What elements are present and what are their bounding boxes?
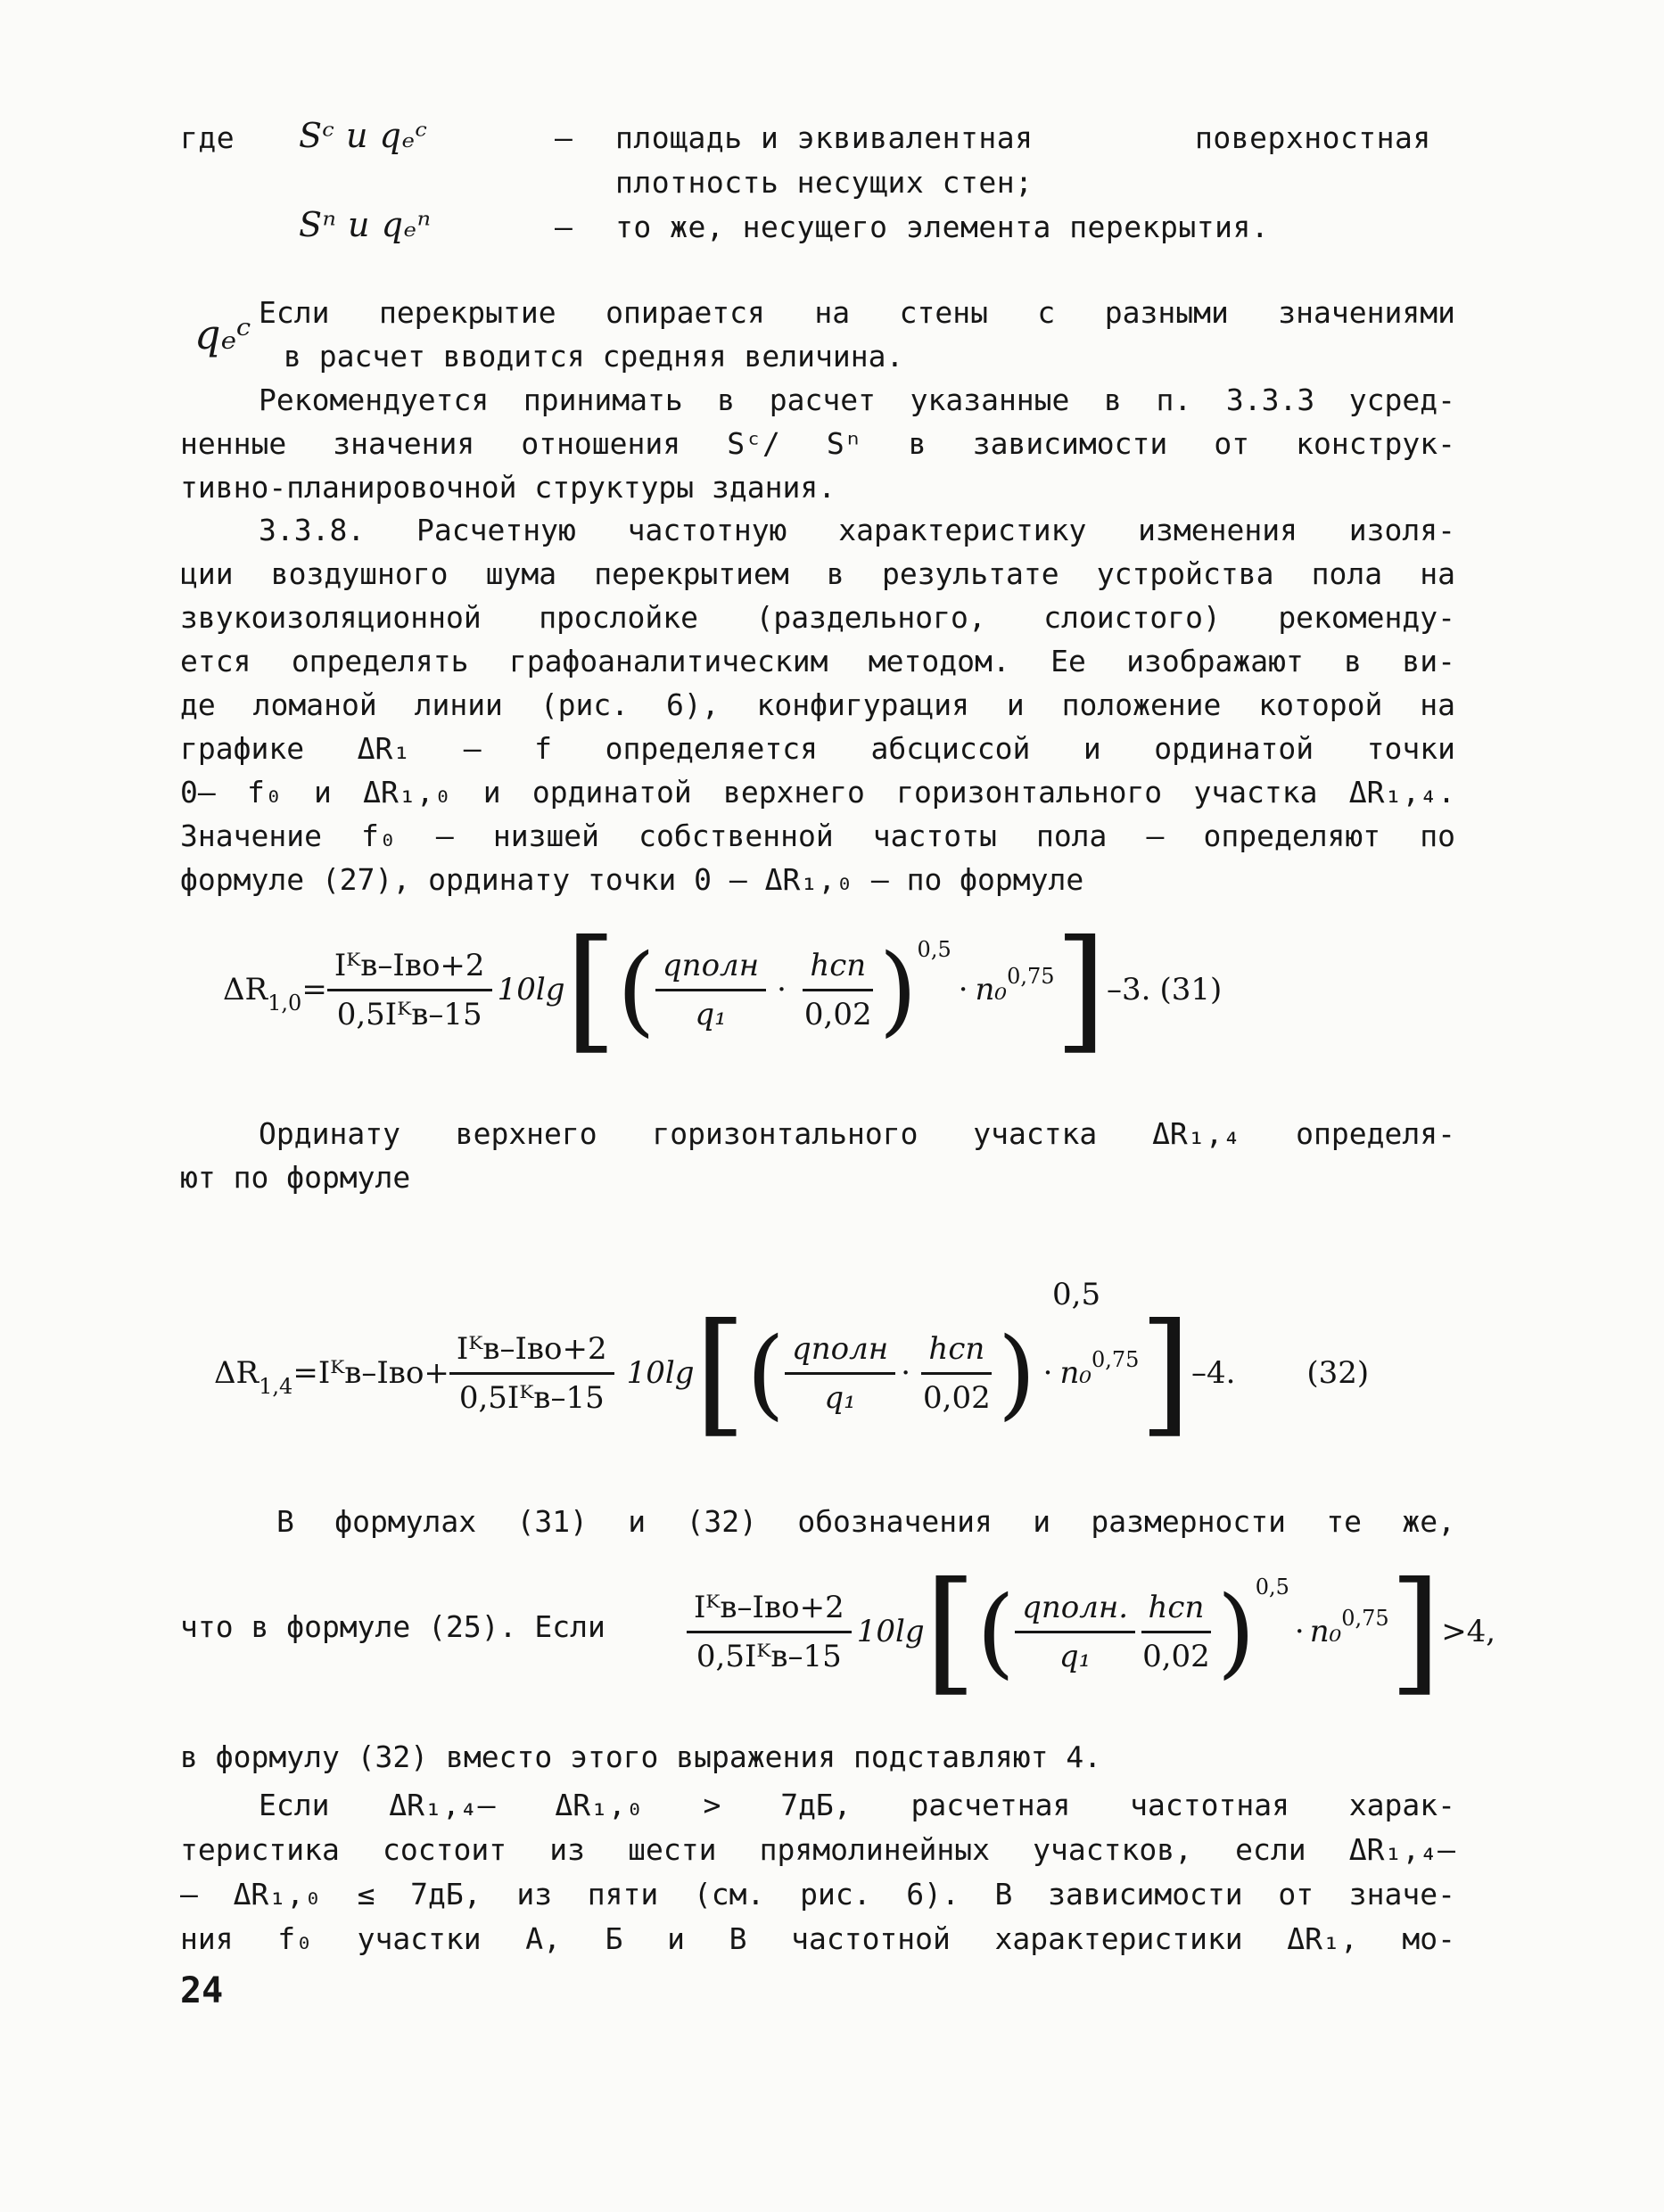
formula-inline-close-paren: ) <box>1216 1575 1256 1689</box>
formula-31-tail: –3. <box>1107 972 1151 1007</box>
formula-31-q-num: qполн <box>655 948 766 991</box>
formula-32-q-num: qполн <box>785 1331 895 1375</box>
formula-31-h-fraction <box>797 948 879 1032</box>
formula-inline-q-num: qполн. <box>1015 1590 1135 1633</box>
formula-inline-tail: >4, <box>1441 1614 1496 1649</box>
paragraph-line: Если перекрытие опирается на стены с разными значениями <box>259 295 1455 330</box>
formula-32-h-den: 0,02 <box>923 1379 991 1416</box>
formula-32-dot: · <box>901 1355 910 1391</box>
paragraph-line: В формулах (31) и (32) обозначения и размерности те же, <box>276 1504 1455 1539</box>
legend-row2-symbols: Sⁿ и qₑⁿ <box>299 205 432 244</box>
formula-32-lhs: ΔR <box>214 1355 259 1391</box>
formula-31-frac-den: 0,5Iᴷв–15 <box>336 996 482 1032</box>
formula-32 <box>214 1275 1369 1471</box>
formula-31 <box>223 909 1222 1070</box>
legend-row1-symbols: Sᶜ и qₑᶜ <box>299 116 428 155</box>
formula-32-fraction <box>449 1331 614 1416</box>
formula-31-dot2: · <box>958 972 968 1007</box>
formula-31-number: (31) <box>1159 972 1223 1007</box>
formula-32-prefix: =Iᴷв–Iво+ <box>292 1355 449 1391</box>
formula-32-log: 10lg <box>626 1355 695 1391</box>
formula-32-n-exp: 0,75 <box>1091 1347 1140 1372</box>
formula-inline <box>687 1551 1495 1712</box>
formula-32-open-paren: ( <box>746 1316 785 1430</box>
page-number: 24 <box>180 1970 224 2011</box>
formula-32-exp: 0,5 <box>1052 1277 1101 1312</box>
legend-row2-text: то же, несущего элемента перекрытия. <box>615 210 1270 244</box>
formula-31-open-bracket: [ <box>564 912 617 1067</box>
formula-inline-h-fraction <box>1135 1590 1217 1674</box>
formula-inline-close-bracket: ] <box>1388 1554 1442 1709</box>
formula-31-h-den: 0,02 <box>803 996 872 1032</box>
paragraph-line: формуле (27), ординату точки 0 – ΔR₁,₀ – по формуле <box>180 862 1084 897</box>
formula-inline-q-den: q₁ <box>1059 1638 1091 1674</box>
formula-32-tail: –4. <box>1190 1355 1236 1391</box>
paragraph-line: ции воздушного шума перекрытием в результате устройства пола на <box>180 556 1455 591</box>
formula-32-frac-den: 0,5Iᴷв–15 <box>458 1379 605 1416</box>
formula-32-n-term: n₀ <box>1059 1355 1091 1391</box>
paragraph-line: Значение f₀ – низшей собственной частоты пола – определяют по <box>180 818 1455 853</box>
formula-inline-exp: 0,5 <box>1255 1575 1289 1599</box>
formula-32-frac-num: Iᴷв–Iво+2 <box>449 1331 614 1375</box>
paragraph-line: де ломаной линии (рис. 6), конфигурация и положение которой на <box>180 687 1455 722</box>
formula-32-q-fraction <box>785 1331 895 1416</box>
formula-inline-log: 10lg <box>856 1614 925 1649</box>
formula-31-h-num: hсп <box>803 948 873 991</box>
formula-31-lhs: ΔR <box>223 972 268 1007</box>
formula-inline-dot: · <box>1294 1614 1305 1649</box>
legend-where-word: где <box>180 120 235 155</box>
formula-32-lhs-sub: 1,4 <box>259 1374 293 1399</box>
formula-31-q-den: q₁ <box>695 996 727 1032</box>
formula-inline-fraction <box>687 1590 852 1674</box>
formula-32-number: (32) <box>1306 1355 1370 1391</box>
formula-31-dot: · <box>777 972 787 1007</box>
formula-31-q-fraction <box>655 948 766 1032</box>
paragraph-line: теристика состоит из шести прямолинейных участков, если ΔR₁,₄– <box>180 1832 1455 1867</box>
paragraph-line: – ΔR₁,₀ ≤ 7дБ, из пяти (см. рис. 6). В зависимости от значе- <box>180 1877 1455 1912</box>
formula-31-close-paren: ) <box>878 933 918 1047</box>
formula-inline-q-fraction <box>1015 1590 1135 1674</box>
legend-row2-dash: – <box>555 210 573 244</box>
formula-32-h-fraction <box>916 1331 998 1416</box>
paragraph-line: ется определять графоаналитическим методом. Ее изображают в ви- <box>180 644 1455 678</box>
formula-32-close-paren: ) <box>997 1316 1036 1430</box>
formula-31-open-paren: ( <box>617 933 655 1047</box>
legend-row1-text-b: поверхностная <box>1195 120 1431 155</box>
formula-32-close-bracket: ] <box>1139 1295 1191 1451</box>
formula-inline-open-bracket: [ <box>924 1554 977 1709</box>
formula-32-q-den: q₁ <box>824 1379 856 1416</box>
paragraph-line: в расчет вводится средняя величина. <box>284 339 904 374</box>
formula-31-close-bracket: ] <box>1054 912 1108 1067</box>
formula-31-exp: 0,5 <box>917 937 951 962</box>
formula-31-lhs-sub: 1,0 <box>268 991 302 1016</box>
paragraph-line: Если ΔR₁,₄– ΔR₁,₀ > 7дБ, расчетная частотная харак- <box>259 1788 1455 1822</box>
paragraph-line: графике ΔR₁ – f определяется абсциссой и ординатой точки <box>180 731 1455 766</box>
paragraph-line: ния f₀ участки А, Б и В частотной характеристики ΔR₁, мо- <box>180 1921 1455 1956</box>
formula-31-frac-num: Iᴷв–Iво+2 <box>327 948 492 991</box>
formula-inline-n-term: n₀ <box>1309 1614 1342 1649</box>
paragraph-line: 0– f₀ и ΔR₁,₀ и ординатой верхнего горизонтального участка ΔR₁,₄. <box>180 775 1455 810</box>
symbol-q-wall: qₑᶜ <box>194 310 251 358</box>
legend-row1-text-c: плотность несущих стен; <box>615 165 1034 200</box>
paragraph-line: в формулу (32) вместо этого выражения подставляют 4. <box>180 1739 1102 1774</box>
formula-31-n-term: n₀ <box>975 972 1008 1007</box>
paragraph-line: тивно-планировочной структуры здания. <box>180 470 836 505</box>
legend-row1-text-a: площадь и эквивалентная <box>615 120 1034 155</box>
formula-31-fraction <box>327 948 492 1032</box>
formula-inline-open-paren: ( <box>976 1575 1016 1689</box>
formula-inline-n-exp: 0,75 <box>1341 1606 1389 1631</box>
paragraph-line: 3.3.8. Расчетную частотную характеристику изменения изоля- <box>259 513 1455 547</box>
formula-inline-h-num: hсп <box>1141 1590 1212 1633</box>
formula-32-open-bracket: [ <box>694 1295 747 1451</box>
formula-32-h-num: hсп <box>921 1331 992 1375</box>
formula-31-n-exp: 0,75 <box>1007 964 1055 989</box>
paragraph-line: что в формуле (25). Если <box>180 1609 605 1644</box>
paragraph-line: ют по формуле <box>180 1160 411 1195</box>
formula-31-log: 10lg <box>497 972 565 1007</box>
paragraph-line: Рекомендуется принимать в расчет указанные в п. 3.3.3 усред- <box>259 382 1455 417</box>
legend-row1-dash: – <box>555 120 573 155</box>
formula-31-eq: = <box>301 972 327 1007</box>
formula-32-dot2: · <box>1042 1355 1053 1391</box>
formula-inline-frac-den: 0,5Iᴷв–15 <box>696 1638 842 1674</box>
paragraph-line: ненные значения отношения Sᶜ/ Sⁿ в зависимости от конструк- <box>180 426 1455 461</box>
paragraph-line: Ординату верхнего горизонтального участка ΔR₁,₄ определя- <box>259 1116 1455 1151</box>
formula-inline-h-den: 0,02 <box>1142 1638 1210 1674</box>
formula-inline-frac-num: Iᴷв–Iво+2 <box>687 1590 852 1633</box>
paragraph-line: звукоизоляционной прослойке (раздельного, слоистого) рекоменду- <box>180 600 1455 635</box>
